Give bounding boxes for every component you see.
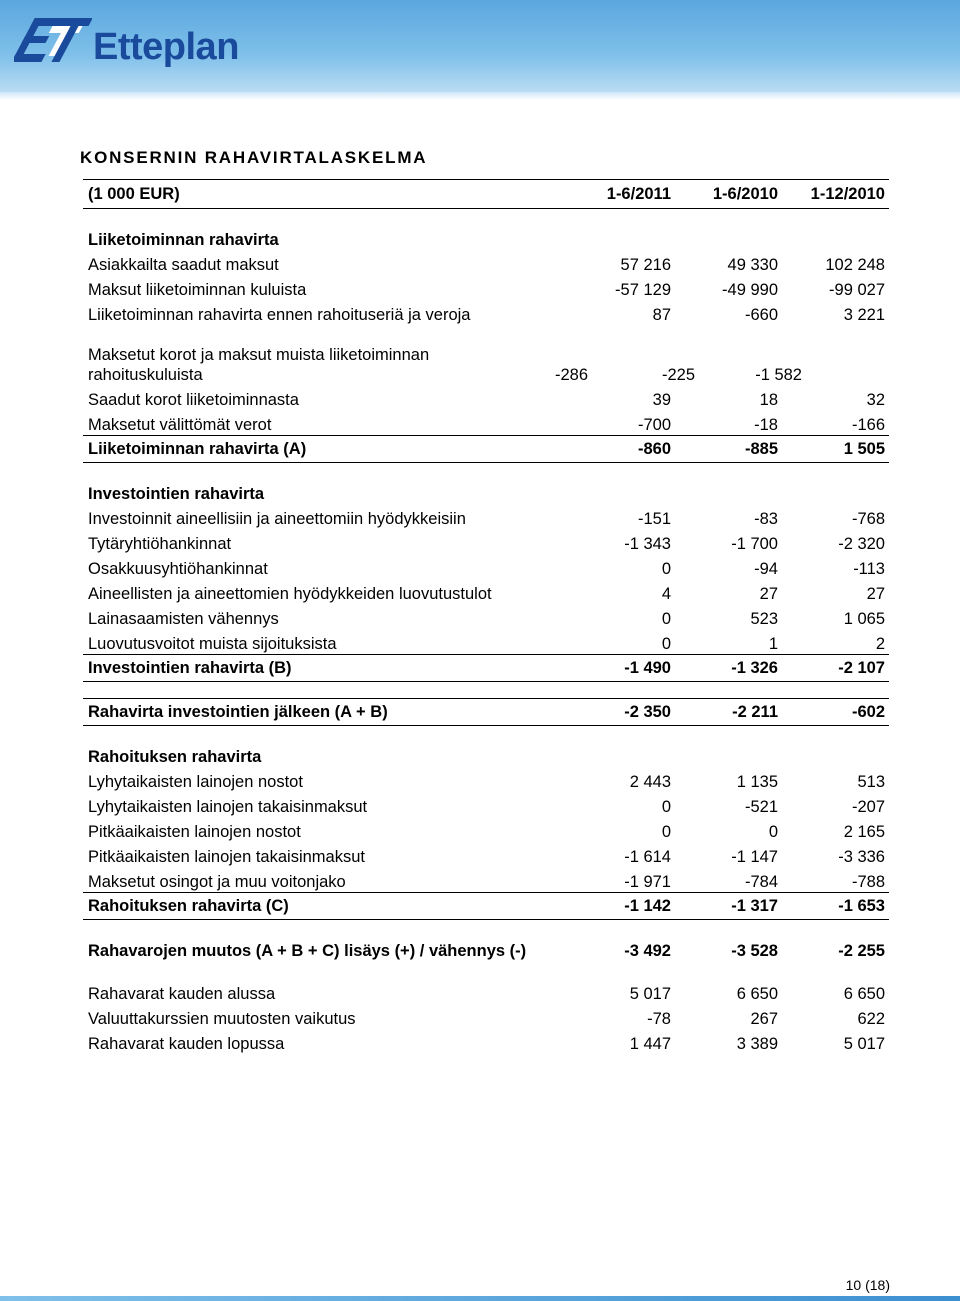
company-logo-text: Etteplan bbox=[93, 26, 239, 68]
table-row: Valuuttakurssien muutosten vaikutus -78 267 622 bbox=[88, 1010, 885, 1028]
section-heading: Liiketoiminnan rahavirta bbox=[88, 231, 279, 249]
table-row: Osakkuusyhtiöhankinnat 0 -94 -113 bbox=[88, 560, 885, 578]
section-heading: Investointien rahavirta bbox=[88, 485, 265, 503]
after-investments-row: Rahavirta investointien jälkeen (A + B) -2 350 -2 211 -602 bbox=[83, 698, 889, 726]
document-title: KONSERNIN RAHAVIRTALASKELMA bbox=[80, 148, 428, 167]
table-row: Luovutusvoitot muista sijoituksista 0 1 2 bbox=[88, 635, 885, 653]
header-fade bbox=[0, 92, 960, 100]
table-row: Investoinnit aineellisiin ja aineettomiin hyödykkeisiin -151 -83 -768 bbox=[88, 510, 885, 528]
table-row: Pitkäaikaisten lainojen takaisinmaksut -1 614 -1 147 -3 336 bbox=[88, 848, 885, 866]
table-row: Maksetut korot ja maksut muista liiketoiminnan rahoituskuluista -286 -225 -1 582 bbox=[88, 346, 802, 384]
table-row: Maksut liiketoiminnan kuluista -57 129 -49 990 -99 027 bbox=[88, 281, 885, 299]
footer-band bbox=[0, 1296, 960, 1301]
cash-flow-table bbox=[83, 179, 889, 1054]
table-row: Maksetut välittömät verot -700 -18 -166 bbox=[88, 416, 885, 434]
subtotal-row: Liiketoiminnan rahavirta (A) -860 -885 1 505 bbox=[83, 435, 889, 463]
table-row: Lainasaamisten vähennys 0 523 1 065 bbox=[88, 610, 885, 628]
cash-change-row: Rahavarojen muutos (A + B + C) lisäys (+) / vähennys (-) -3 492 -3 528 -2 255 bbox=[88, 942, 885, 960]
table-row: Liiketoiminnan rahavirta ennen rahoituseriä ja veroja 87 -660 3 221 bbox=[88, 306, 885, 324]
column-header: 1-6/2011 bbox=[606, 185, 671, 203]
subtotal-row: Rahoituksen rahavirta (C) -1 142 -1 317 -1 653 bbox=[83, 892, 889, 920]
table-row: Rahavarat kauden alussa 5 017 6 650 6 650 bbox=[88, 985, 885, 1003]
table-row: Asiakkailta saadut maksut 57 216 49 330 102 248 bbox=[88, 256, 885, 274]
column-header: 1-6/2010 bbox=[712, 185, 778, 203]
subtotal-row: Investointien rahavirta (B) -1 490 -1 326 -2 107 bbox=[83, 654, 889, 682]
table-row: Rahavarat kauden lopussa 1 447 3 389 5 017 bbox=[88, 1035, 885, 1053]
table-row: Pitkäaikaisten lainojen nostot 0 0 2 165 bbox=[88, 823, 885, 841]
table-row: Saadut korot liiketoiminnasta 39 18 32 bbox=[88, 391, 885, 409]
page-number: 10 (18) bbox=[845, 1277, 890, 1293]
table-header-row bbox=[83, 179, 889, 209]
table-row: Aineellisten ja aineettomien hyödykkeiden luovutustulot 4 27 27 bbox=[88, 585, 885, 603]
table-row: Lyhytaikaisten lainojen nostot 2 443 1 135 513 bbox=[88, 773, 885, 791]
table-row: Lyhytaikaisten lainojen takaisinmaksut 0 -521 -207 bbox=[88, 798, 885, 816]
table-row: Maksetut osingot ja muu voitonjako -1 971 -784 -788 bbox=[88, 873, 885, 891]
table-row: Tytäryhtiöhankinnat -1 343 -1 700 -2 320 bbox=[88, 535, 885, 553]
column-header: 1-12/2010 bbox=[810, 185, 885, 203]
unit-label: (1 000 EUR) bbox=[88, 185, 180, 203]
etteplan-logo-icon bbox=[14, 12, 92, 70]
section-heading: Rahoituksen rahavirta bbox=[88, 748, 262, 766]
